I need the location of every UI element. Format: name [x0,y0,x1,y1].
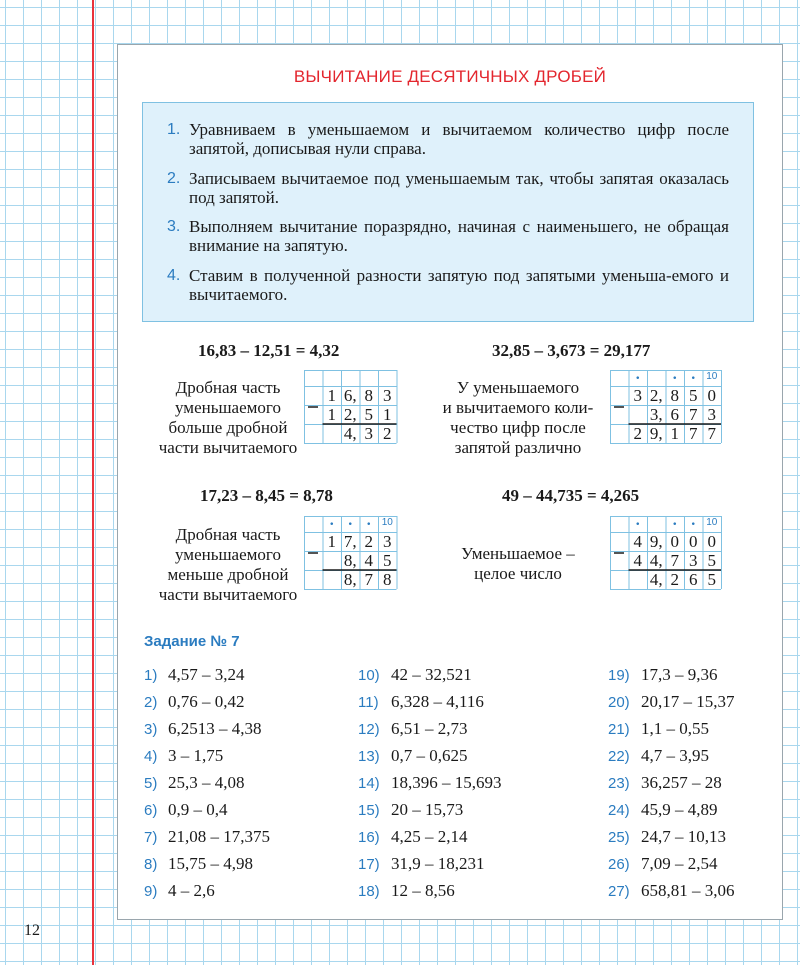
borrow-mark: . [635,366,640,383]
task-expression: 20 – 15,73 [391,800,464,819]
task-item [358,719,502,746]
task-expression: 31,9 – 18,231 [391,854,485,873]
task-number: 4) [144,748,158,765]
digit-cell [304,405,323,424]
task-expression: 20,17 – 15,37 [641,692,735,711]
task-item [144,881,270,908]
task-number: 24) [608,802,630,819]
digit-cell: 2 [670,570,679,589]
task-item [144,800,270,827]
task-number: 15) [358,802,380,819]
task-item [608,800,735,827]
task-item [144,746,270,773]
task-item [608,692,735,719]
task-number: 8) [144,856,158,873]
task-number: 27) [608,883,630,900]
borrow-mark [647,516,666,532]
borrow-mark [323,370,342,386]
digit-cell: 6 [689,570,698,589]
borrow-mark: 10 [381,517,393,528]
borrow-mark: . [672,366,677,383]
example-description [148,378,308,458]
digit-cell: 7 [707,424,716,443]
task-column [608,665,735,908]
task-expression: 25,3 – 4,08 [168,773,245,792]
task-item [144,665,270,692]
digit-cell [610,405,629,424]
task-number: 17) [358,856,380,873]
task-number: 2) [144,694,158,711]
borrow-mark [378,370,397,386]
task-number: 6) [144,802,158,819]
digit-cell: 4, [649,570,663,589]
task-expression: 6,328 – 4,116 [391,692,484,711]
example-description [148,525,308,605]
digit-cell: 4, [343,424,357,443]
task-item [608,773,735,800]
task-number: 16) [358,829,380,846]
task-number: 21) [608,721,630,738]
borrow-mark [610,516,629,532]
digit-cell: 0 [707,386,716,405]
digit-cell: 5 [364,405,373,424]
task-number: 9) [144,883,158,900]
task-item [358,773,502,800]
content-panel [117,44,783,920]
borrow-mark [610,370,629,386]
task-expression: 3 – 1,75 [168,746,224,765]
task-number: 10) [358,667,380,684]
rule-number: 1. [167,121,181,138]
digit-cell: 2 [633,424,642,443]
digit-cell: 0 [689,532,698,551]
task-expression: 17,3 – 9,36 [641,665,718,684]
task-expression: 6,51 – 2,73 [391,719,468,738]
digit-cell: 8 [383,570,392,589]
page-number: 12 [24,922,40,939]
borrow-mark [360,370,379,386]
digit-cell [304,424,323,443]
task-number: 14) [358,775,380,792]
desc-line: части вычитаемого [158,585,298,604]
rule-text: Записываем вычитаемое под уменьшаемым так, чтобы запятая оказалась под запятой. [189,169,729,207]
example-equation: 49 – 44,735 = 4,265 [502,486,640,505]
desc-line: Дробная часть [175,378,281,397]
rules-box [142,102,754,322]
task-item [144,719,270,746]
task-expression: 658,81 – 3,06 [641,881,735,900]
task-expression: 0,76 – 0,42 [168,692,245,711]
digit-cell: 7 [689,405,698,424]
digit-cell [629,405,648,424]
borrow-mark: . [691,366,696,383]
task-expression: 6,2513 – 4,38 [168,719,262,738]
borrow-mark: . [348,512,353,529]
digit-cell: 9, [649,424,663,443]
rule-number: 3. [167,218,181,235]
digit-cell: 2, [343,405,357,424]
borrow-mark: . [691,512,696,529]
digit-cell [304,386,323,405]
task-number: 11) [358,694,379,711]
desc-line: запятой различно [454,438,582,457]
task-item [608,665,735,692]
task-item [358,692,502,719]
rule-text: Ставим в полученной разности запятую под запятыми уменьша-емого и вычитаемого. [189,266,729,304]
example-description [438,544,598,584]
digit-cell: 8, [343,551,357,570]
desc-line: части вычитаемого [158,438,298,457]
task-expression: 0,9 – 0,4 [168,800,228,819]
digit-cell: 3 [383,532,392,551]
task-number: 19) [608,667,630,684]
task-number: 22) [608,748,630,765]
digit-cell: 6, [343,386,357,405]
task-number: 3) [144,721,158,738]
page-title: ВЫЧИТАНИЕ ДЕСЯТИЧНЫХ ДРОБЕЙ [293,67,607,86]
task-expression: 21,08 – 17,375 [168,827,270,846]
digit-cell: 2 [383,424,392,443]
digit-cell [323,551,342,570]
digit-cell: 0 [707,532,716,551]
task-item [144,692,270,719]
desc-line: больше дробной [168,418,288,437]
task-item [358,881,502,908]
digit-cell [610,424,629,443]
digit-cell [323,424,342,443]
digit-cell: 1 [670,424,679,443]
example-equation: 32,85 – 3,673 = 29,177 [492,341,651,360]
task-item [358,665,502,692]
digit-cell: 5 [707,551,716,570]
digit-cell: 9, [649,532,663,551]
borrow-mark [647,370,666,386]
task-expression: 45,9 – 4,89 [641,800,718,819]
digit-cell: 8 [670,386,679,405]
digit-cell: 5 [707,570,716,589]
digit-cell: 5 [383,551,392,570]
desc-line: меньше дробной [167,565,289,584]
rule-text: Выполняем вычитание поразрядно, начиная с наименьшего, не обращая внимание на запятую. [189,217,729,255]
digit-cell: 3 [707,405,716,424]
task-item [608,719,735,746]
digit-cell: 0 [670,532,679,551]
digit-cell: 4, [649,551,663,570]
desc-line: и вычитаемого коли- [442,398,594,417]
task-item [144,773,270,800]
task-item [144,827,270,854]
desc-line: Дробная часть [175,525,281,544]
task-expression: 4,57 – 3,24 [168,665,245,684]
digit-cell: 3, [649,405,663,424]
digit-cell [629,570,648,589]
margin-line [92,0,94,965]
digit-cell: 7 [670,551,679,570]
task-item [144,854,270,881]
borrow-mark: 10 [706,517,718,528]
task-expression: 4,7 – 3,95 [641,746,709,765]
task-number: 1) [144,667,158,684]
desc-line: уменьшаемого [175,398,281,417]
task-expression: 15,75 – 4,98 [168,854,253,873]
digit-cell: 2, [649,386,663,405]
digit-cell: 6 [670,405,679,424]
desc-line: целое число [474,564,562,583]
digit-cell [304,551,323,570]
task-expression: 4,25 – 2,14 [391,827,468,846]
borrow-mark: 10 [706,371,718,382]
task-item [608,746,735,773]
task-number: 23) [608,775,630,792]
rule-number: 2. [167,170,181,187]
desc-line: чество цифр после [450,418,586,437]
borrow-mark [341,370,360,386]
task-number: 18) [358,883,380,900]
task-expression: 18,396 – 15,693 [391,773,502,792]
task-number: 25) [608,829,630,846]
borrow-mark [304,516,323,532]
digit-cell: 7 [689,424,698,443]
task-item [358,800,502,827]
task-number: 7) [144,829,158,846]
digit-cell: 4 [633,551,642,570]
task-expression: 36,257 – 28 [641,773,722,792]
task-title: Задание № 7 [144,633,240,650]
digit-cell: 7 [364,570,373,589]
digit-cell [323,570,342,589]
example-equation: 17,23 – 8,45 = 8,78 [200,486,333,505]
digit-cell: 4 [364,551,373,570]
digit-cell: 3 [364,424,373,443]
digit-cell: 3 [633,386,642,405]
digit-cell [610,551,629,570]
task-item [608,881,735,908]
task-expression: 42 – 32,521 [391,665,472,684]
task-expression: 4 – 2,6 [168,881,215,900]
rule-text: Уравниваем в уменьшаемом и вычитаемом количество цифр после запятой, дописывая нули справа. [189,120,729,158]
borrow-mark [304,370,323,386]
task-expression: 7,09 – 2,54 [641,854,718,873]
digit-cell [610,570,629,589]
task-number: 20) [608,694,630,711]
digit-cell: 3 [689,551,698,570]
task-number: 26) [608,856,630,873]
digit-cell: 8, [343,570,357,589]
digit-cell: 3 [383,386,392,405]
digit-cell: 7, [343,532,357,551]
task-column [144,665,270,908]
desc-line: У уменьшаемого [456,378,580,397]
digit-cell: 1 [383,405,392,424]
task-number: 12) [358,721,380,738]
example-equation: 16,83 – 12,51 = 4,32 [198,341,340,360]
borrow-mark: . [366,512,371,529]
task-expression: 1,1 – 0,55 [641,719,709,738]
task-item [358,854,502,881]
digit-cell: 2 [364,532,373,551]
digit-cell: 1 [327,532,336,551]
task-expression: 12 – 8,56 [391,881,455,900]
example-description [423,378,613,458]
digit-cell: 4 [633,532,642,551]
digit-cell [610,532,629,551]
digit-cell: 1 [327,405,336,424]
task-item [608,854,735,881]
task-number: 5) [144,775,158,792]
digit-cell [304,532,323,551]
task-item [608,827,735,854]
borrow-mark: . [635,512,640,529]
task-column [358,665,502,908]
task-number: 13) [358,748,380,765]
digit-cell [304,570,323,589]
task-item [358,827,502,854]
digit-cell: 5 [689,386,698,405]
digit-cell [610,386,629,405]
desc-line: Уменьшаемое – [461,544,575,563]
task-item [358,746,502,773]
task-expression: 24,7 – 10,13 [641,827,726,846]
rule-number: 4. [167,267,181,284]
borrow-mark: . [329,512,334,529]
digit-cell: 8 [364,386,373,405]
task-expression: 0,7 – 0,625 [391,746,468,765]
borrow-mark: . [672,512,677,529]
digit-cell: 1 [327,386,336,405]
desc-line: уменьшаемого [175,545,281,564]
